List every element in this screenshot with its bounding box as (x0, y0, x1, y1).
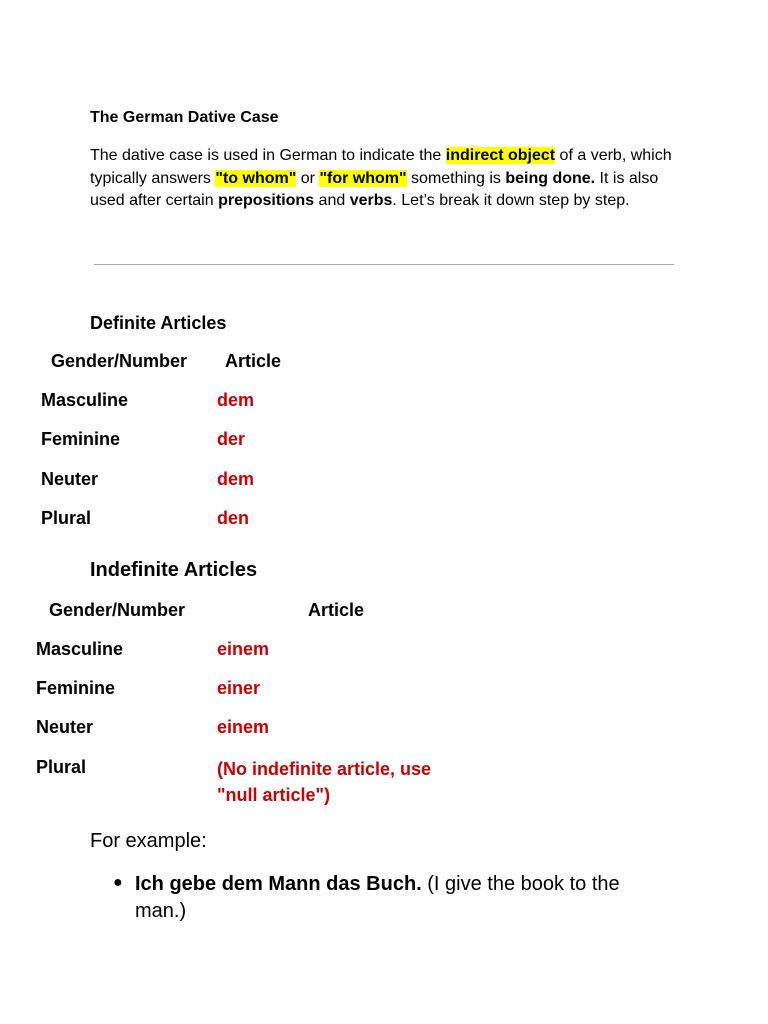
intro-paragraph (90, 145, 680, 213)
bold-verbs: verbs (349, 192, 393, 209)
definite-row-gender: Plural (41, 508, 92, 528)
intro-text: The dative case is used in German to indicate the (90, 147, 446, 164)
indefinite-row-gender: Masculine (36, 639, 124, 659)
indefinite-col-gender-header: Gender/Number (49, 600, 186, 620)
definite-row-gender: Neuter (41, 469, 99, 489)
example-german: Ich gebe dem Mann das Buch. (135, 873, 422, 895)
indefinite-row-article: einer (217, 678, 261, 698)
definite-col-article-header: Article (225, 351, 282, 371)
bold-prepositions: prepositions (218, 192, 315, 209)
indefinite-col-article-header: Article (308, 600, 365, 620)
example-sentence (135, 871, 645, 925)
example-lead-text: For example: (90, 830, 207, 852)
indefinite-row-gender: Plural (36, 757, 87, 777)
definite-row-article: der (217, 429, 246, 449)
indefinite-row-gender: Feminine (36, 678, 116, 698)
page-title: The German Dative Case (90, 109, 279, 126)
definite-row-gender: Masculine (41, 390, 129, 410)
highlight-for-whom: "for whom" (319, 169, 407, 187)
intro-text: or (296, 169, 320, 187)
definite-row-gender: Feminine (41, 429, 121, 449)
intro-text: It is also used after certain (90, 169, 659, 209)
example-translation: (I give the book to the man.) (135, 873, 620, 922)
intro-text: of a verb, which typically answers (90, 147, 672, 187)
intro-text: and (314, 192, 350, 209)
indefinite-row-article: einem (217, 639, 270, 659)
definite-row-article: dem (217, 390, 255, 410)
definite-row-article: den (217, 508, 250, 528)
indefinite-articles-heading: Indefinite Articles (90, 559, 258, 581)
definite-row-article: dem (217, 469, 255, 489)
bold-being-done: being done. (505, 169, 596, 187)
intro-text: something is (406, 169, 506, 187)
indefinite-row-article: einem (217, 717, 270, 737)
indefinite-row-gender: Neuter (36, 717, 94, 737)
definite-col-gender-header: Gender/Number (51, 351, 188, 371)
definite-articles-heading: Definite Articles (90, 313, 227, 333)
highlight-indirect-object: indirect object (445, 147, 556, 164)
highlight-to-whom: "to whom" (215, 169, 297, 187)
bullet-icon: ● (113, 874, 123, 891)
horizontal-divider (94, 264, 674, 265)
intro-text: . Let’s break it down step by step. (392, 192, 630, 209)
indefinite-row-article: (No indefinite article, use "null article") (217, 759, 432, 805)
